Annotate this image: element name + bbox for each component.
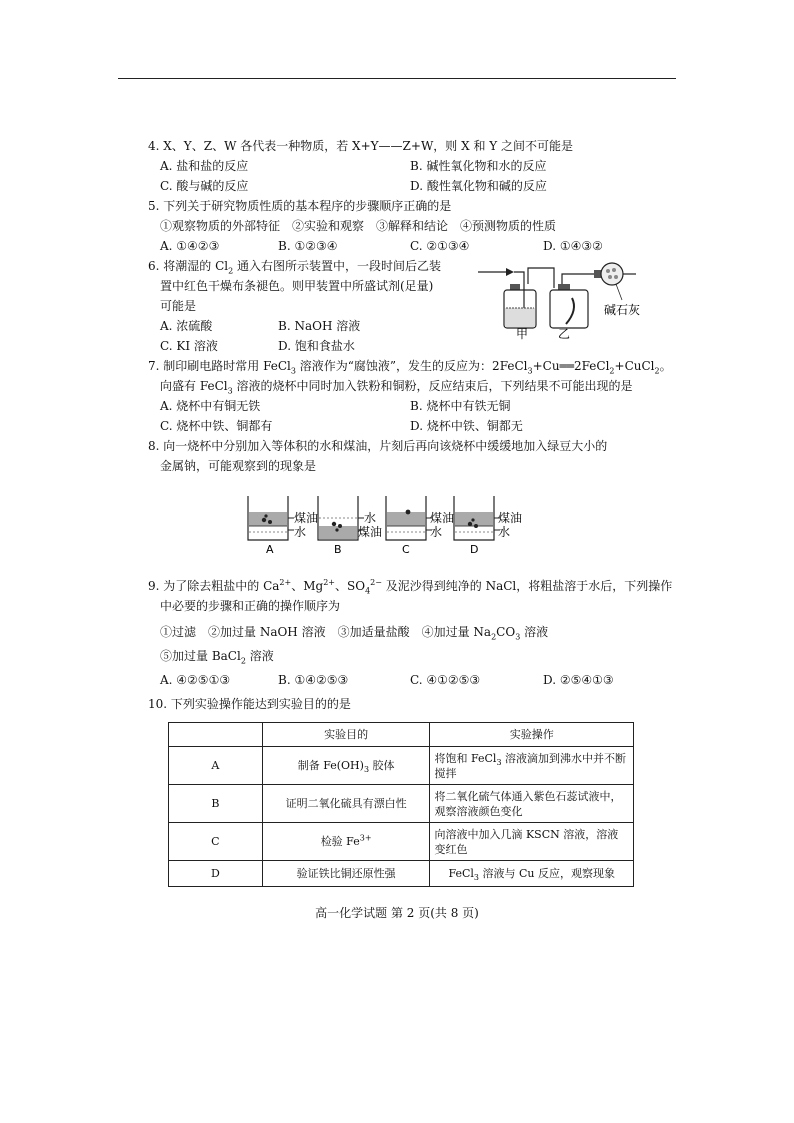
q4-stem: 4. X、Y、Z、W 各代表一种物质，若 X+Y——Z+W，则 X 和 Y 之间不可能是	[148, 139, 573, 153]
q6-option-d: D. 饱和食盐水	[278, 339, 355, 353]
header-purpose: 实验目的	[262, 723, 430, 747]
header-blank	[169, 723, 263, 747]
beaker-c	[386, 496, 454, 556]
row-operation: FeCl$_3$ 溶液与 Cu 反应，观察现象	[430, 861, 634, 887]
table-row	[169, 823, 634, 861]
q8-stem-line2: 金属钠，可能观察到的现象是	[160, 459, 317, 473]
q7-stem-line2: 向盛有 FeCl$_3$ 溶液的烧杯中同时加入铁粉和铜粉，反应结束后，下列结果不可能出现的是	[160, 379, 633, 396]
q6-stem: 6. 将潮湿的 $Cl_2$ 通入右图所示装置中，一段时间后乙装	[148, 259, 442, 276]
q6-option-a: A. 浓硫酸	[160, 319, 213, 333]
row-purpose: 验证铁比铜还原性强	[262, 861, 430, 887]
row-operation: 向溶液中加入几滴 KSCN 溶液，溶液变红色	[430, 823, 634, 861]
q9-option-b: B. ①④②⑤③	[278, 673, 349, 687]
row-label: B	[169, 785, 263, 823]
header-rule	[118, 78, 676, 79]
b-water-label: 水	[364, 511, 377, 525]
b-kerosene-label: 煤油	[358, 525, 383, 539]
beaker-d	[454, 496, 522, 556]
row-operation: 将二氧化硫气体通入紫色石蕊试液中，观察溶液颜色变化	[430, 785, 634, 823]
q4-option-b: B. 碱性氧化物和水的反应	[410, 159, 547, 173]
q9-option-d: D. ②⑤④①③	[543, 673, 614, 687]
table-header-row	[169, 723, 634, 747]
q6-apparatus-diagram	[476, 258, 656, 342]
row-purpose: 制备 $Fe(OH)_3$ 胶体	[262, 747, 430, 785]
d-water-label: 水	[498, 525, 511, 539]
c-kerosene-label: 煤油	[430, 511, 455, 525]
label-jia: 甲	[516, 327, 529, 341]
a-water-label: 水	[294, 525, 307, 539]
row-operation: 将饱和 FeCl$_3$ 溶液滴加到沸水中并不断搅拌	[430, 747, 634, 785]
q5-steps: ①观察物质的外部特征 ②实验和观察 ③解释和结论 ④预测物质的性质	[160, 219, 557, 233]
q5-option-c: C. ②①③④	[410, 239, 470, 253]
q4-option-a: A. 盐和盐的反应	[160, 159, 249, 173]
q5-option-d: D. ①④③②	[543, 239, 603, 253]
table-row	[169, 861, 634, 887]
q4-option-c: C. 酸与碱的反应	[160, 179, 249, 193]
q9-stem-line2: 中必要的步骤和正确的操作顺序为	[160, 599, 341, 613]
q5-stem: 5. 下列关于研究物质性质的基本程序的步骤顺序正确的是	[148, 199, 452, 213]
q6-option-b: B. NaOH 溶液	[278, 319, 361, 333]
beaker-b	[318, 496, 382, 556]
table-row	[169, 747, 634, 785]
d-kerosene-label: 煤油	[498, 511, 523, 525]
beaker-a	[248, 496, 318, 556]
q6-stem-line3: 可能是	[160, 299, 197, 313]
label-yi: 乙	[558, 327, 571, 341]
label-soda-lime: 碱石灰	[604, 303, 641, 317]
q6-option-c: C. KI 溶液	[160, 339, 218, 353]
c-label: C	[402, 543, 410, 556]
q6-stem-line2: 置中红色干燥布条褪色。则甲装置中所盛试剂(足量)	[160, 279, 434, 293]
q7-stem: 7. 制印刷电路时常用 FeCl$_3$ 溶液作为“腐蚀液”，发生的反应为：2FeCl$_3$+Cu══2FeCl$_2$+CuCl$_2$。	[148, 359, 672, 376]
c-water-label: 水	[430, 525, 443, 539]
q10-table	[168, 722, 634, 887]
q9-option-a: A. ④②⑤①③	[160, 673, 231, 687]
q8-beakers-diagram	[244, 490, 534, 556]
q8-stem: 8. 向一烧杯中分别加入等体积的水和煤油，片刻后再向该烧杯中缓缓地加入绿豆大小的	[148, 439, 608, 453]
page-footer: 高一化学试题 第 2 页(共 8 页)	[315, 906, 479, 920]
q5-option-b: B. ①②③④	[278, 239, 338, 253]
q7-option-c: C. 烧杯中铁、铜都有	[160, 419, 273, 433]
q7-option-b: B. 烧杯中有铁无铜	[410, 399, 511, 413]
q7-option-a: A. 烧杯中有铜无铁	[160, 399, 261, 413]
q9-stem: 9. 为了除去粗盐中的 $Ca^{2+}$、$Mg^{2+}$、$SO_4^{2-}$ 及泥沙得到纯净的 NaCl，将粗盐溶于水后，下列操作	[148, 578, 673, 596]
q10-stem: 10. 下列实验操作能达到实验目的的是	[148, 697, 351, 711]
a-kerosene-label: 煤油	[294, 511, 319, 525]
q9-steps: ①过滤 ②加过量 NaOH 溶液 ③加适量盐酸 ④加过量 $Na_2CO_3$ 溶液	[160, 625, 549, 642]
row-label: D	[169, 861, 263, 887]
row-purpose: 证明二氧化硫具有漂白性	[262, 785, 430, 823]
row-label: C	[169, 823, 263, 861]
b-label: B	[334, 543, 342, 556]
drying-tube	[601, 263, 623, 285]
header-operation: 实验操作	[430, 723, 634, 747]
q7-option-d: D. 烧杯中铁、铜都无	[410, 419, 523, 433]
row-purpose: 检验 $Fe^{3+}$	[262, 823, 430, 861]
row-label: A	[169, 747, 263, 785]
q9-option-c: C. ④①②⑤③	[410, 673, 481, 687]
q4-option-d: D. 酸性氧化物和碱的反应	[410, 179, 547, 193]
a-label: A	[266, 543, 274, 556]
q9-steps-line2: ⑤加过量 BaCl$_2$ 溶液	[160, 649, 274, 666]
bottle-yi	[550, 290, 588, 328]
table-row	[169, 785, 634, 823]
q5-option-a: A. ①④②③	[160, 239, 220, 253]
d-label: D	[470, 543, 479, 556]
